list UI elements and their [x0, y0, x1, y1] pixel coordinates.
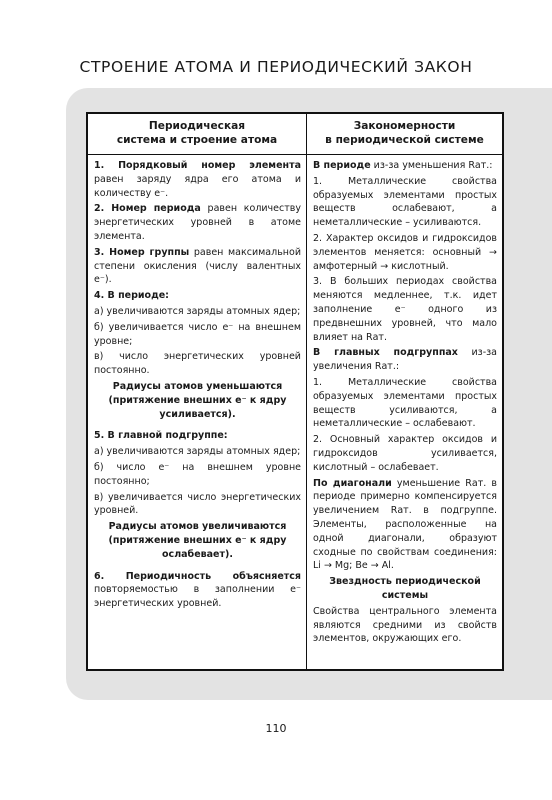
- item-5-a: а) увеличиваются заряды атомных ядер;: [94, 446, 301, 458]
- item-5-note: Радиусы атомов увеличиваются (притяжение внешних e⁻ к ядру ослабевает).: [108, 521, 287, 560]
- star-text: Свойства центрального элемента являются средними из свойств элементов, окружающих его.: [313, 605, 497, 645]
- item-1: 1. Порядковый номер элемента равен заряду ядра его атома и количеству e⁻.: [94, 160, 301, 199]
- item-3: 3. Номер группы равен максимальной степени окисления (числу валентных e⁻).: [94, 246, 301, 286]
- group-point-2: 2. Основный характер оксидов и гидроксидов усиливается, кислотный – ослабевает.: [313, 434, 497, 473]
- chapter-title: СТРОЕНИЕ АТОМА И ПЕРИОДИЧЕСКИЙ ЗАКОН: [79, 58, 473, 76]
- item-6: 6. Периодичность объясняется повторяемостью в заполнении e⁻ энергетических уровней.: [94, 570, 301, 610]
- period-point-2: 2. Характер оксидов и гидроксидов элементов меняется: основный → амфотерный → кислотный.: [313, 232, 497, 272]
- period-heading: В периоде из-за уменьшения Rат.:: [313, 160, 493, 171]
- item-5-b: б) число e⁻ на внешнем уровне постоянно;: [94, 461, 301, 487]
- item-4-c: в) число энергетических уровней постоянно.: [94, 351, 301, 377]
- left-column: [88, 155, 307, 669]
- period-point-3: 3. В больших периодах свойства меняются медленнее, т.к. идет заполнение e⁻ одного из предвнешних уровней, что мало влияет на Rат.: [313, 276, 497, 343]
- table-body-row: [88, 155, 502, 669]
- arrow-icon: →: [380, 260, 389, 272]
- group-point-1: 1. Металлические свойства образуемых элементами простых веществ усиливаются, а неметаллические – ослабевают.: [313, 376, 497, 430]
- header-right: Закономерности в периодической системе: [325, 120, 484, 146]
- item-4-heading: 4. В периоде:: [94, 290, 169, 302]
- period-point-1: 1. Металлические свойства образуемых элементами простых веществ ослабевают, а неметаллические – усиливаются.: [313, 175, 497, 229]
- comparison-table: [86, 112, 504, 671]
- item-5-c: в) увеличивается число энергетических уровней.: [94, 491, 301, 517]
- item-4-b: б) увеличивается число e⁻ на внешнем уровне;: [94, 321, 301, 347]
- item-2: 2. Номер периода равен количеству энергетических уровней в атоме элемента.: [94, 203, 301, 242]
- diagonal-paragraph: По диагонали уменьшение Rат. в периоде примерно компенсируется увеличением Rат. в подгруппе. Элементы, расположенные на одной диагонали, образуют сходные по свойствам соединения: Li → Mg; Be → Al.: [313, 477, 497, 572]
- header-left: Периодическая система и строение атома: [88, 114, 307, 154]
- item-4-a: а) увеличиваются заряды атомных ядер;: [94, 305, 301, 317]
- item-5-heading: 5. В главной подгруппе:: [94, 430, 228, 442]
- item-4-note: Радиусы атомов уменьшаются (притяжение внешних e⁻ к ядру усиливается).: [108, 380, 287, 420]
- group-heading: В главных подгруппах из-за увеличения Rат.:: [313, 347, 497, 373]
- table-header-row: [88, 114, 502, 155]
- right-column: [307, 155, 502, 669]
- page-number: 110: [265, 722, 287, 735]
- arrow-icon: →: [489, 246, 497, 258]
- star-title: Звездность периодической системы: [329, 576, 481, 601]
